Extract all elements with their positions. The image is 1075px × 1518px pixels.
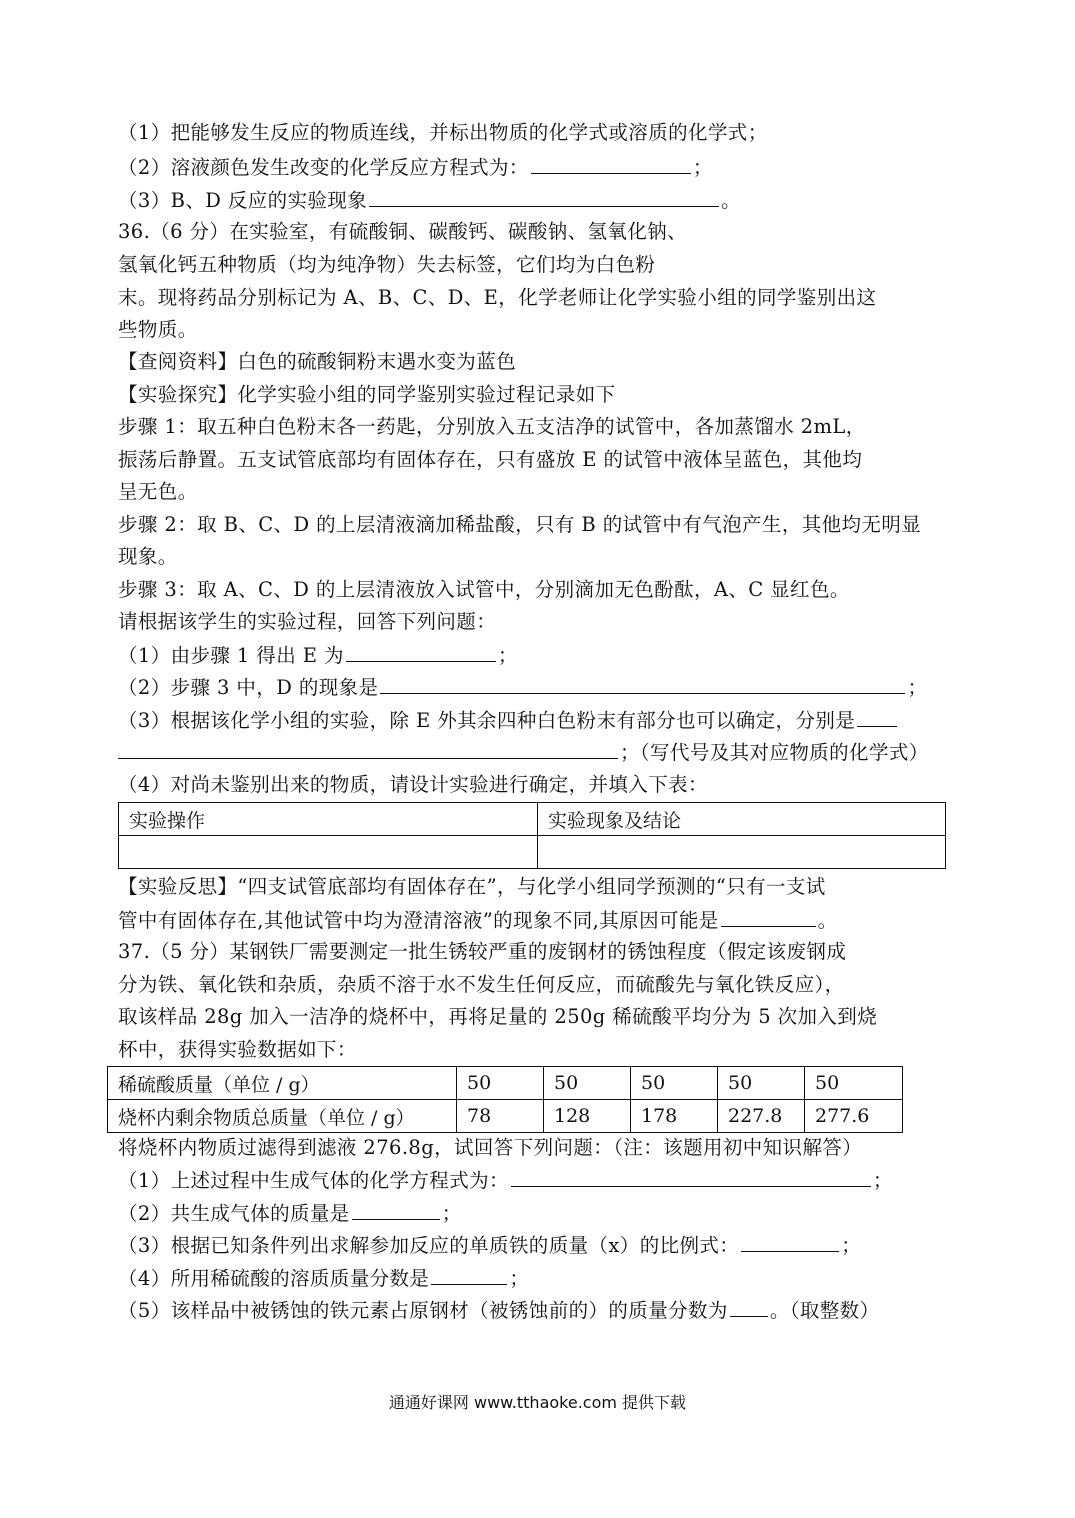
row-label-acid-mass: 稀硫酸质量（单位 / g） [108,1067,457,1100]
q37-sub3 [118,1230,861,1261]
table-header-operation: 实验操作 [119,803,538,836]
table-row [119,803,946,836]
q36-experiment-table [118,802,946,869]
q37-heading-line4: 杯中，获得实验数据如下： [118,1038,357,1061]
q36-prompt: 请根据该学生的实验过程，回答下列问题： [118,610,497,633]
table-row [119,836,946,869]
q37-sub5-end: 。（取整数） [769,1299,880,1322]
table-cell: 128 [544,1100,631,1133]
q37-sub4-text: （4）所用稀硫酸的溶质质量分数是 [118,1267,430,1290]
q36-heading-line3: 末。现将药品分别标记为 A、B、C、D、E，化学老师让化学实验小组的同学鉴别出这 [118,286,877,309]
q36-sub1-end: ； [497,644,518,667]
table-row [108,1100,903,1133]
q35-part1-text: （1）把能够发生反应的物质连线，并标出物质的化学式或溶质的化学式； [118,121,768,144]
q36-heading-line1: 36.（6 分）在实验室，有硫酸铜、碳酸钙、碳酸钠、氢氧化钠、 [118,220,688,243]
q36-reflection-line1: 【实验反思】“四支试管底部均有固体存在”，与化学小组同学预测的“只有一支试 [118,875,826,898]
q37-sub4 [118,1263,529,1294]
q36-sub1-text: （1）由步骤 1 得出 E 为 [118,644,344,667]
q35-part2-text: （2）溶液颜色发生改变的化学反应方程式为： [118,156,529,179]
q37-sub4-answer-blank[interactable] [431,1263,507,1285]
result-answer-cell[interactable] [538,836,946,869]
q35-part2-answer-blank[interactable] [531,152,691,174]
q36-reflection-end: 。 [817,909,838,932]
q36-reflection-line2 [118,905,838,936]
q35-part3-end: 。 [721,189,742,212]
q35-part2-end: ； [692,156,713,179]
q35-part1 [118,118,768,148]
q36-sub3-line2 [118,737,929,768]
table-row [108,1067,903,1100]
table-cell: 50 [718,1067,805,1100]
q36-reference-info: 【查阅资料】白色的硫酸铜粉末遇水变为蓝色 [118,350,517,373]
q36-step1-line3: 呈无色。 [118,480,198,503]
table-cell: 50 [805,1067,903,1100]
q37-sub5-text: （5）该样品中被锈蚀的铁元素占原钢材（被锈蚀前的）的质量分数为 [118,1299,728,1322]
row-label-remaining-mass: 烧杯内剩余物质总质量（单位 / g） [108,1100,457,1133]
table-cell: 50 [457,1067,544,1100]
q37-filtrate-note: 将烧杯内物质过滤得到滤液 276.8g，试回答下列问题：（注：该题用初中知识解答） [118,1136,863,1159]
q36-reflection-answer-blank[interactable] [721,905,816,927]
q37-sub2-answer-blank[interactable] [352,1198,440,1220]
q36-sub3-line1 [118,705,899,736]
table-header-result: 实验现象及结论 [538,803,946,836]
q37-data-table [107,1066,903,1133]
q35-part2 [118,152,713,183]
q37-heading-line1: 37.（5 分）某钢铁厂需要测定一批生锈较严重的废钢材的锈蚀程度（假定该废钢成 [118,940,847,963]
q36-step1-line1: 步骤 1：取五种白色粉末各一药匙，分别放入五支洁净的试管中，各加蒸馏水 2mL， [118,415,866,438]
q37-sub5-answer-blank[interactable] [730,1295,768,1317]
q36-sub1-answer-blank[interactable] [346,640,496,662]
q36-sub1 [118,640,518,671]
q37-sub2-end: ； [441,1202,462,1225]
q36-exploration: 【实验探究】化学实验小组的同学鉴别实验过程记录如下 [118,383,616,406]
q37-sub1 [118,1165,893,1196]
q36-sub2-end: ； [907,676,928,699]
q35-part3-answer-blank[interactable] [369,185,719,207]
q36-sub2-answer-blank[interactable] [380,672,905,694]
q36-sub3-end: ；（写代号及其对应物质的化学式） [620,741,929,764]
q37-sub4-end: ； [509,1267,530,1290]
q36-step3: 步骤 3：取 A、C、D 的上层清液放入试管中，分别滴加无色酚酞，A、C 显红色。 [118,578,850,601]
q37-sub3-answer-blank[interactable] [741,1230,839,1252]
q36-heading-line4: 些物质。 [118,318,198,341]
q37-sub5 [118,1295,879,1326]
q37-heading-line3: 取该样品 28g 加入一洁净的烧杯中，再将足量的 250g 稀硫酸平均分为 5 次加入到烧 [118,1005,878,1028]
table-cell: 277.6 [805,1100,903,1133]
operation-answer-cell[interactable] [119,836,538,869]
q36-step2-line1: 步骤 2：取 B、C、D 的上层清液滴加稀盐酸，只有 B 的试管中有气泡产生，其他均无明显 [118,513,922,536]
q36-sub3-answer-blank-b[interactable] [118,737,618,759]
q37-sub2-text: （2）共生成气体的质量是 [118,1202,350,1225]
q37-sub1-text: （1）上述过程中生成气体的化学方程式为： [118,1169,509,1192]
q37-sub1-answer-blank[interactable] [511,1165,871,1187]
table-cell: 178 [631,1100,718,1133]
q37-heading-line2: 分为铁、氧化铁和杂质，杂质不溶于水不发生任何反应，而硫酸先与氧化铁反应）， [118,973,845,996]
q36-sub2-text: （2）步骤 3 中，D 的现象是 [118,676,379,699]
q36-sub3-text: （3）根据该化学小组的实验，除 E 外其余四种白色粉末有部分也可以确定，分别是 [118,709,856,732]
q37-sub3-end: ； [841,1234,862,1257]
q37-sub3-text: （3）根据已知条件列出求解参加反应的单质铁的质量（x）的比例式： [118,1234,740,1257]
table-cell: 227.8 [718,1100,805,1133]
q36-step1-line2: 振荡后静置。五支试管底部均有固体存在，只有盛放 E 的试管中液体呈蓝色，其他均 [118,448,863,471]
q37-sub2 [118,1198,462,1229]
q35-part3-text: （3）B、D 反应的实验现象 [118,189,368,212]
q35-part3 [118,185,741,216]
table-cell: 50 [631,1067,718,1100]
q36-sub4: （4）对尚未鉴别出来的物质，请设计实验进行确定，并填入下表： [118,773,708,796]
q36-step2-line2: 现象。 [118,545,178,568]
q36-sub3-answer-blank-a[interactable] [857,705,897,727]
q36-heading-line2: 氢氧化钙五种物质（均为纯净物）失去标签，它们均为白色粉 [118,253,656,276]
q36-sub2 [118,672,927,703]
table-cell: 78 [457,1100,544,1133]
q37-sub1-end: ； [872,1169,893,1192]
page-footer: 通通好课网 www.tthaoke.com 提供下载 [388,1393,687,1412]
table-cell: 50 [544,1067,631,1100]
q36-reflection-text: 管中有固体存在,其他试管中均为澄清溶液”的现象不同,其原因可能是 [118,909,719,932]
